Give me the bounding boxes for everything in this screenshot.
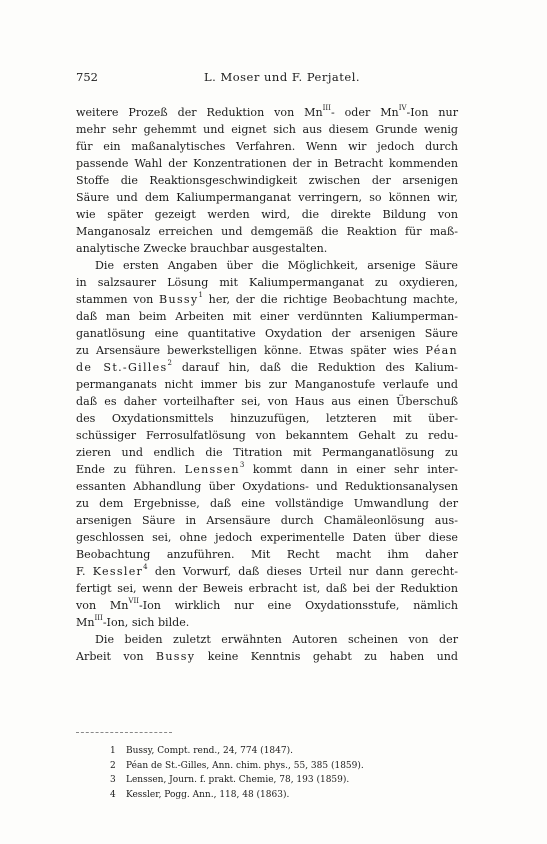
footnote-rule (76, 732, 172, 733)
author-name: Kessler (92, 565, 144, 578)
running-head: L. Moser und F. Perjatel. (204, 70, 361, 84)
text-line: F. Kessler$^4$ den Vorwurf, daß dieses Urteil nur dann gerecht- (76, 563, 458, 578)
footnote: 4 Kessler, Pogg. Ann., 118, 48 (1863). (110, 789, 290, 800)
page-number: 752 (76, 70, 98, 84)
author-name: Lenssen (184, 463, 240, 476)
author-name: Péan (425, 344, 458, 357)
text-line: permanganats nicht immer bis zur Manganostufe verlaufe und (76, 378, 458, 391)
text-line: Die beiden zuletzt erwähnten Autoren scheinen von der (95, 633, 458, 646)
author-name: Bussy (155, 650, 196, 663)
text-line: geschlossen sei, ohne jedoch experimentelle Daten über diese (76, 531, 458, 544)
text-line: daß man beim Arbeiten mit einer verdünnten Kaliumperman- (76, 310, 458, 323)
text-line: Arbeit von Bussy keine Kenntnis gehabt zu haben und (76, 650, 458, 663)
text-line: Manganosalz erreichen und demgemäß die Reaktion für maß- (76, 225, 458, 238)
footnote-ref: 4 (143, 563, 148, 572)
footnote: 1 Bussy, Compt. rend., 24, 774 (1847). (110, 746, 293, 756)
page-header (76, 70, 458, 86)
text-line: fertigt sei, wenn der Beweis erbracht ist, daß bei der Reduktion (76, 582, 458, 595)
text-line: wie später gezeigt werden wird, die direkte Bildung von (76, 208, 458, 221)
text-line: arsenigen Säure in Arsensäure durch Chamäleonlösung aus- (76, 514, 458, 527)
body-text (76, 104, 458, 665)
text-line: schüssiger Ferrosulfatlösung von bekanntem Gehalt zu redu- (76, 429, 458, 442)
footnote-ref: 2 (167, 359, 172, 368)
text-line: weitere Prozeß der Reduktion von $Mn^{III}-$ oder $Mn^{IV}$-Ion nur (76, 104, 458, 119)
author-name: Bussy (159, 293, 199, 306)
text-line: $Mn^{III}$-Ion, sich bilde. (76, 614, 190, 629)
footnote: 2 Péan de St.-Gilles, Ann. chim. phys., 55, 385 (1859). (110, 760, 364, 771)
text-line: in salzsaurer Lösung mit Kaliumpermanganat zu oxydieren, (76, 276, 458, 289)
text-line: Ende zu führen. Lenssen$^3$ kommt dann in einer sehr inter- (76, 461, 458, 476)
footnote: 3 Lenssen, Journ. f. prakt. Chemie, 78, 193 (1859). (110, 775, 350, 785)
text-line: de St.-Gilles$^2$ darauf hin, daß die Reduktion des Kalium- (76, 359, 458, 374)
text-line: zu dem Ergebnisse, daß eine vollständige Umwandlung der (76, 497, 458, 510)
text-line: zieren und endlich die Titration mit Permanganatlösung zu (76, 446, 458, 459)
text-line: essanten Abhandlung über Oxydations- und Reduktionsanalysen (76, 480, 458, 493)
text-line: ganatlösung eine quantitative Oxydation der arsenigen Säure (76, 327, 458, 340)
text-line: stammen von Bussy$^1$ her, der die richtige Beobachtung machte, (76, 291, 458, 306)
text-line: analytische Zwecke brauchbar ausgestalten. (76, 242, 328, 255)
text-line: mehr sehr gehemmt und eignet sich aus diesem Grunde wenig (76, 123, 458, 136)
text-line: Säure und dem Kaliumpermanganat verringern, so können wir, (76, 191, 458, 204)
text-line: Die ersten Angaben über die Möglichkeit, arsenige Säure (95, 259, 458, 272)
text-line: für ein maßanalytisches Verfahren. Wenn wir jedoch durch (76, 140, 458, 153)
text-line: daß es daher vorteilhafter sei, von Haus aus einen Überschuß (76, 395, 458, 408)
footnote-ref: 1 (198, 291, 203, 300)
text-line: Beobachtung anzuführen. Mit Recht macht ihm daher (76, 548, 458, 561)
text-line: von $Mn^{VII}$-Ion wirklich nur eine Oxydationsstufe, nämlich (76, 597, 458, 612)
text-line: zu Arsensäure bewerkstelligen könne. Etwas später wies Péan (76, 344, 458, 357)
text-line: passende Wahl der Konzentrationen der in Betracht kommenden (76, 157, 458, 170)
footnote-ref: 3 (239, 461, 245, 470)
footnotes (110, 744, 440, 802)
text-line: Stoffe die Reaktionsgeschwindigkeit zwischen der arsenigen (76, 174, 458, 187)
author-name: de St.-Gilles (76, 361, 168, 374)
text-line: des Oxydationsmittels hinzuzufügen, letzteren mit über- (76, 412, 458, 425)
